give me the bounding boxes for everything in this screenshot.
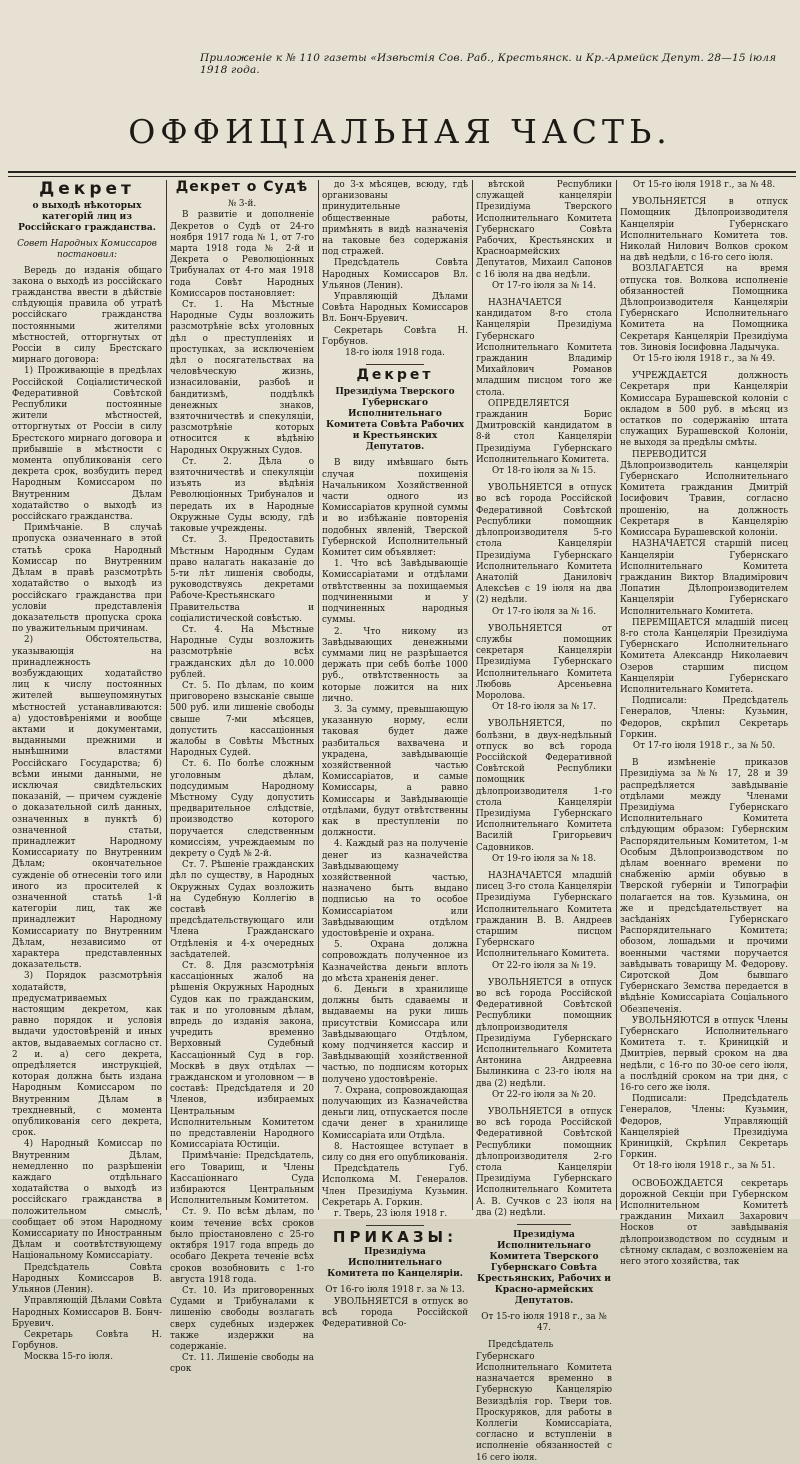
- order-text: УВОЛЬНЯЕТСЯ в отпуск во всѣ города Россійской Федеративной Совѣтской Республики помощник дѣлопроизводителя 5-го стола Канцеляріи Президіума Губернскаго Исполнительнаго Комитета Анатолій Даниловіч Алексѣев с 19 іюля на два (2) недѣли.: [476, 483, 612, 606]
- paragraph: Примѣчаніе. В случаѣ пропуска означеннаго в этой статьѣ срока Народный Комиссар по Внутренним Дѣлам в правѣ разсмотрѣть ходатайство о выходѣ из россійскаго гражданства при условіи представленія доказательств пропуска срока по уважительным причинам.: [12, 523, 162, 635]
- paragraph: 6. Деньги в хранилище должны быть сдаваемы и выдаваемы на руки лишь присутствіи Комиссара или Завѣдывающаго Отдѣлом, кому подчиняется кассир и Завѣдывающій хозяйственной частью, по подписям которых получено удостовѣреніе.: [322, 985, 468, 1085]
- order-text: НАЗНАЧАЕТСЯ старшій писец Канцеляріи Губернскаго Исполнительнаго Комитета гражданин Виктор Владимірович Лопатин Дѣлопроизводителем Канцеляріи Губернскаго Исполнительнаго Комитета.: [620, 539, 788, 617]
- header-rule-bottom: [8, 176, 796, 177]
- orders-subtitle: Президіума Исполнительнаго Комитета по Канцеляріи.: [327, 1247, 463, 1280]
- paragraph: 4. Каждый раз на полученіе денег из казначейства Завѣдывающему хозяйственной частью, назначено быть выдано подписью на то особое Комиссаріатом или Завѣдывающим отдѣлом удостовѣреніе и охрана.: [322, 839, 468, 939]
- separator: [517, 1224, 571, 1225]
- signature: Подписали: Предсѣдатель Генералов, Члены: Кузьмин, Федоров, Управляющій Канцеляріей Президіума Криницкій, Скрѣпил Секретарь Горкин.: [620, 1094, 788, 1161]
- order-text: УВОЛЬНЯЮТСЯ в отпуск Члены Губернскаго Исполнительнаго Комитета т. т. Криницкій и Дмитріев, первый сроком на два недѣли, с 16-го по 30-ое сего іюля, а послѣдній сроком на три дня, с 16-го сего же іюля.: [620, 1015, 788, 1094]
- order-text: УВОЛЬНЯЕТСЯ, по болѣзни, в двух-недѣльный отпуск во всѣ города Россійской Федеративной Совѣтской Республики помощник дѣлопроизводителя 1-го стола Канцеляріи Президіума Губернскаго Исполнительнаго Комитета Василій Григорьевич Садовников.: [476, 719, 612, 853]
- signature: Управляющій Дѣлами Совѣта Народных Комиссаров Вл. Бонч-Бруевич.: [322, 292, 468, 325]
- column-3: [322, 180, 468, 1330]
- paragraph: 1. Что всѣ Завѣдывающіе Комиссаріатами и отдѣлами отвѣтственны за похищаемыя подчиненными и у подчиненных народныя суммы.: [322, 559, 468, 626]
- paragraph: Ст. 4. На Мѣстные Народные Суды возложить разсмотрѣніе всѣх гражданских дѣл до 10.000 рублей.: [170, 624, 314, 680]
- column-4: [476, 180, 612, 1463]
- header-rule-top: [8, 171, 796, 173]
- separator: [366, 364, 424, 365]
- order-text: ПЕРЕВОДИТСЯ Дѣлопроизводитель канцеляріи Губернскаго Исполнительнаго Комитета гражданин Дмитрій Іосифович Травин, согласно прошенію, на должность Секретаря в Канцелярію Комиссара Бурашевской колоніи.: [620, 449, 788, 539]
- order-text: вѣтской Республики служащей канцеляріи Президіума Тверского Исполнительнаго Комитета Губернскаго Совѣта Рабочих, Крестьянских и Красноармейских Депутатов, Михаил Сапонов с 16 іюля на два недѣли.: [476, 180, 612, 280]
- order-text: УЧРЕЖДАЕТСЯ должность Секретаря при Канцеляріи Комиссара Бурашевской колоніи с окладом в 500 руб. в мѣсяц из остатков по содержанію штата служащих Бурашевской Колоніи, не выходя за предѣлы смѣты.: [620, 371, 788, 449]
- paragraph: Ст. 5. По дѣлам, по коим приговорено взысканіе свыше 500 руб. или лишеніе свободы свыше 7-ми мѣсяцев, допустить кассаціонныя жалобы в Совѣты Мѣстных Народных Судей.: [170, 680, 314, 759]
- order-text: НАЗНАЧАЕТСЯ кандидатом 8-го стола Канцеляріи Президіума Губернскаго Исполнительнаго Комитета гражданин Владимір Михайлович Романов младшим писцом того же стола.: [476, 298, 612, 398]
- order-text: ОСВОБОЖДАЕТСЯ секретарь дорожной Секціи при Губернском Исполнительном Комитетѣ гражданин Михаил Захарович Носков от завѣдыванія дѣлопроизводством по ссудным и сѣтному складам, с возложеніем на него этого хозяйства, так: [620, 1178, 788, 1268]
- column-5: [620, 180, 788, 1268]
- paragraph: 2) Обстоятельства, указывающія на принадлежность возбуждающих ходатайство лиц к числу постоянных жителей вышеупомянутых мѣстностей устанавливаются: а) удостовѣреніями и вообще актами и документами, выданными прежними и нынѣшними властями Россійскаго Государства; б) всѣми иными данными, не исключая свидѣтельских показаній, — причем сужденіе о доказательной силѣ данных, означенных в пунктѣ б) означенной статьи, принадлежит Народному Комиссариату по Внутренним Дѣлам; окончательное сужденіе об отнесеніи того или иного из просителей к означенной статьѣ 1-й категоріи лиц, так же принадлежит Народному Комиссариату по Внутренним Дѣлам, независимо от характера представленных доказательств.: [12, 635, 162, 971]
- order-text: В измѣненіе приказов Президіума за №№ 17, 28 и 39 распредѣляется завѣдываніе отдѣлами между Членами Президіума Губернскаго Исполнительнаго Комитета слѣдующим образом: Губернским Распорядительным Комитетом, 1-м Особым Дѣлопроизводством по дѣлам военнаго времени по снабженію арміи обувью в Тверской губерніи и Типографіи полагается на тов. Кузьмина, он же и предсѣдательствует на засѣданіях Губернскаго Распорядительнаго Комитета; обозом, лошадьми и прочими военными частями поручается завѣдывать товарищу М. Федорову. Сиротской Дом бывшаго Губернскаго Земства передается в вѣдѣніе Комиссаріата Соціального Обезпеченія.: [620, 758, 788, 1015]
- paragraph: Ст. 3. Предоставить Мѣстным Народным Судам право налагать наказаніе до 5-ти лѣт лишенія свободы, руководствуясь декретами Рабоче-Крестьянскаго Правительства и соціалистической совѣстью.: [170, 535, 314, 624]
- paragraph: Ст. 2. Дѣла о взяточничествѣ и спекуляціи изъять из вѣдѣнія Революціонных Трибуналов и передать их в Народные Окружные Суды всюду, гдѣ таковые учреждены.: [170, 456, 314, 535]
- order-text: УВОЛЬНЯЕТСЯ в отпуск во всѣ города Россійской Федеративной Совѣтской Республики помощник дѣлопроизводителя Президіума Губернскаго Исполнительнаго Комитета Антонина Андреевна Былинкина с 23-го іюля на два (2) недѣли.: [476, 977, 612, 1089]
- paragraph: 8. Настоящее вступает в силу со дня его опубликованія.: [322, 1141, 468, 1164]
- paragraph: 3) Порядок разсмотрѣнія ходатайств, предусматриваемых настоящим декретом, как равно порядок и условія выдачи удостовѣреній и иных актов, выдаваемых согласно ст. 2 и. а) сего декрета, опредѣляется инструкціей, которая должна быть издана Народным Комиссаром по Внутренним Дѣлам в трехдневный, с момента опубликованія сего декрета, срок.: [12, 971, 162, 1139]
- page-title: ОФФИЦІАЛЬНАЯ ЧАСТЬ.: [128, 112, 672, 151]
- decree-heading-court: Декрет о Судѣ: [175, 179, 309, 195]
- decree-number: № 3-й.: [227, 199, 257, 210]
- date: 18-го іюля 1918 года.: [345, 348, 445, 359]
- paragraph: Ст. 10. Из приговоренных Судами и Трибуналами к лишенію свободы возлагать сверх судебных издержек также издержки на содержаніе.: [170, 1285, 314, 1352]
- signature: Предсѣдатель Совѣта Народных Комиссаров В. Ульянов (Ленин).: [12, 1262, 162, 1296]
- order-text: УВОЛЬНЯЕТСЯ от службы помощник секретаря Канцеляріи Президіума Губернскаго Исполнительнаго Комитета Любовь Арсеньевна Моролова.: [476, 623, 612, 701]
- paragraph: до 3-х мѣсяцев, всюду, гдѣ организованы принудительные общественные работы, примѣнять в видѣ назначенія на таковые без содержанія под стражей.: [322, 180, 468, 258]
- paragraph: 5. Охрана должна сопровождать полученное из Казначейства деньги вплоть до мѣста храненія денег.: [322, 940, 468, 984]
- decree-heading-tver: Декрет: [356, 367, 434, 384]
- order-number: От 22-го іюля за № 19.: [491, 960, 597, 971]
- paragraph: 1) Проживающіе в предѣлах Россійской Соціалистической Федеративной Совѣтской Республики постоянные жители мѣстностей, отторгнутых от Россіи в силу Брестского мирнаго договора и прибывшіе в мѣстности с момента опубликованія сего декрета срок, возбудить перед Народным Комиссаром по Внутренним Дѣлам ходатайство о выходѣ из россійскаго гражданства.: [12, 366, 162, 523]
- order-number: От 22-го іюля за № 20.: [491, 1089, 597, 1100]
- separator: [366, 1225, 424, 1226]
- order-number: От 16-го іюля 1918 г. за № 13.: [325, 1285, 465, 1296]
- paragraph: Ст. 8. Для разсмотрѣнія кассаціонных жалоб на рѣшенія Окружных Народных Судов как по гражданским, так и по уголовным дѣлам, впредь до изданія закона, учредить временно Верховный Судебный Кассаціонный Суд в гор. Москвѣ в двух отдѣлах — гражданском и уголовном — в составѣ: Предсѣдателя и 20 Членов, избираемых Центральным Исполнительным Комитетом по представленіи Народного Комиссаріата Юстиціи.: [170, 961, 314, 1151]
- order-text: НАЗНАЧАЕТСЯ младшій писец 3-го стола Канцеляріи Президіума Губернскаго Исполнительнаго Комитета гражданин В. В. Андреев старшим писцом Губернскаго Исполнительнаго Комитета.: [476, 870, 612, 960]
- column-divider: [166, 180, 167, 1210]
- paragraph: 3. За сумму, превышающую указанную норму, если таковая будет даже разбиталься вахвачена и украдена, завѣдывающіе хозяйственной частью Комиссаріатов, и самые Комиссары, а равно Комиссары и Завѣдывающіе отдѣлами, будут отвѣтственны как в преступленіи по должности.: [322, 704, 468, 839]
- signature: Управляющій Дѣлами Совѣта Народных Комиссаров В. Бонч-Бруевич.: [12, 1296, 162, 1329]
- decree-issuer: Совет Народных Комиссаров постановил:: [17, 239, 157, 261]
- supplement-line: Приложеніе к № 110 газеты «Извѣстія Сов. Раб., Крестьянск. и Кр.-Армейск Депут. 28—15 іюля 1918 года.: [200, 52, 777, 76]
- paragraph: Ст. 6. По болѣе сложным уголовным дѣлам, подсудимым Народному Мѣстному Суду допустить предварительное слѣдствіе, производство которого поручается следственным комиссіям, учреждаемым по декрету о Судѣ № 2-й.: [170, 759, 314, 859]
- order-text: УВОЛЬНЯЕТСЯ в отпуск во всѣ города Россійской Федеративной Совѣтской Республики помощник дѣлопроизводителя 2-го стола Канцеляріи Президіума Губернскаго Исполнительнаго Комитета А. В. Сучков с 23 іюля на два (2) недѣли.: [476, 1107, 612, 1218]
- order-text: ОПРЕДЕЛЯЕТСЯ гражданин Борис Дмитровскій кандидатом в 8-й стол Канцеляріи Президіума Губернскаго Исполнительнаго Комитета.: [476, 398, 612, 465]
- column-divider: [318, 180, 319, 1210]
- paragraph: Вередь до изданія общаго закона о выходѣ из россійскаго гражданства ввести в дѣйствіе слѣдующія правила об утратѣ россійскаго гражданства постоянными жителями мѣстностей, отторгнутых от Россіи в силу Брестскаго мирнаго договора:: [12, 265, 162, 366]
- paragraph: В виду имѣвшаго быть случая похищенія Начальником Хозяйственной части одного из Комиссаріатов крупной суммы и во избѣжаніе повторенія подобных явленій, Тверской Губернской Исполнительный Комитет сим объявляет:: [322, 458, 468, 559]
- decree-subtitle: о выходѣ нѣкоторых категорій лиц из Россійскаго гражданства.: [18, 201, 156, 234]
- paragraph: 7. Охрана, сопровождающая получающих из Казначейства деньги лиц, отпускается после сдачи денег в хранилище Комиссаріата или Отдѣла.: [322, 1085, 468, 1141]
- order-text: ПЕРЕМЩАЕТСЯ младшій писец 8-го стола Канцеляріи Президіума Губернскаго Исполнительнаго Комитета Александр Николаевич Озеров старшим писцом Канцеляріи Губернскаго Исполнительнаго Комитета.: [620, 617, 788, 695]
- signature: Секретарь Совѣта Н. Горбунов.: [12, 1329, 162, 1352]
- order-number: От 19-го іюля за № 18.: [491, 853, 597, 864]
- orders-subtitle: Президіума Исполнительнаго Комитета Тверского Губернскаго Совѣта Крестьянских, Рабочих и Красно-армейских Депутатов.: [477, 1230, 611, 1307]
- order-number: От 18-го іюля 1918 г., за № 51.: [632, 1161, 776, 1172]
- signature: Предсѣдатель Совѣта Народных Комиссаров Вл. Ульянов (Ленин).: [322, 258, 468, 291]
- paragraph: Ст. 1. На Мѣстные Народные Суды возложить разсмотрѣніе всѣх уголовных дѣл о преступленіях и проступках, за исключеніем дѣл о посягательствах на человѣческую жизнь, изнасилованіи, разбоѣ и бандитизмѣ, поддѣлкѣ денежных знаков, взяточничествѣ и спекуляціи, разсмотрѣніе которых относится к вѣдѣнію Народных Окружных Судов.: [170, 300, 314, 456]
- order-number: От 17-го іюля за № 14.: [491, 280, 597, 291]
- place-date: Москва 15-го іюля.: [24, 1352, 113, 1363]
- order-number: От 15-го іюля 1918 г., за № 48.: [632, 180, 776, 190]
- paragraph: 2. Что никому из Завѣдывающих денежными суммами лиц не разрѣшается держать при себѣ болѣе 1000 руб., отвѣтственность за которые ложится на них лично.: [322, 626, 468, 704]
- paragraph: Ст. 11. Лишеніе свободы на срок: [170, 1353, 314, 1375]
- order-text: Предсѣдатель Губернскаго Исполнительнаго Комитета назначается временно в Губернскую Канцелярію Везиздѣлія гор. Твери тов. Проскуряков, для работы в Коллегіи Комиссаріата, согласно и вступленіи в исполненіе обязанностей с 16 сего іюля.: [476, 1340, 612, 1463]
- column-1: [12, 179, 162, 1363]
- order-number: От 15-го іюля 1918 г., за № 49.: [632, 354, 776, 365]
- order-number: От 17-го іюля за № 16.: [491, 606, 597, 617]
- paragraph: Ст. 7. Рѣшеніе гражданских дѣл по существу, в Народных Окружных Судах возложить на Судебную Коллегію в составѣ предсѣдательствующаго или Члена Гражданскаго Отдѣленія и 4-х очередных засѣдателей.: [170, 860, 314, 960]
- paragraph: Примѣчаніе: Предсѣдатель, его Товарищ, и Члены Кассаціоннаго Суда избираются Центральным Исполнительным Комитетом.: [170, 1151, 314, 1207]
- paragraph: 4) Народный Комиссар по Внутренним Дѣлам, немедленно по разрѣшеніи каждаго отдѣльнаго ходатайства о выходѣ из россійскаго гражданства в положительном смыслѣ, сообщает об этом Народному Комиссариату по Иностранным Дѣлам и соотвѣтствующему Національному Комиссаріату.: [12, 1139, 162, 1262]
- orders-heading: ПРИКАЗЫ:: [332, 1228, 458, 1247]
- paragraph: УВОЛЬНЯЕТСЯ в отпуск во всѣ города Россійской Федеративной Со-: [322, 1296, 468, 1330]
- column-divider: [616, 180, 617, 1210]
- place-date: г. Тверь, 23 іюля 1918 г.: [334, 1209, 448, 1220]
- order-text: УВОЛЬНЯЕТСЯ в отпуск Помощник Дѣлопроизводителя Канцеляріи Губернскаго Исполнительнаго Комитета тов. Николай Нилович Волков сроком на двѣ недѣли, с 16-го сего іюля.: [620, 197, 788, 264]
- signature: Подписали: Предсѣдатель Генералов, Члены: Кузьмин, Федоров, скрѣпил Секретарь Горкин.: [620, 696, 788, 740]
- order-number: От 18-го іюля за № 17.: [491, 702, 597, 713]
- paragraph: Ст. 9. По всѣм дѣлам, по коим течение всѣх сроков было пріостановлено с 25-го октября 1917 года впредь до особаго Декрета теченіе всѣх сроков возобновить с 1-го августа 1918 года.: [170, 1207, 314, 1285]
- order-number: От 18-го іюля за № 15.: [491, 466, 597, 477]
- paragraph: В развитіе и дополненіе Декретов о Судѣ от 24-го ноября 1917 года № 1, от 7-го марта 1918 года № 2-й и Декрета о Революціонных Трибуналах от 4-го мая 1918 года Совѣт Народных Комиссаров постановляет:: [170, 210, 314, 299]
- column-2: [170, 179, 314, 1375]
- signature: Секретарь Совѣта Н. Горбунов.: [322, 325, 468, 347]
- decree-subtitle: Президіума Тверского Губернскаго Исполнительнаго Комитета Совѣта Рабочих и Крестьянских Депутатов.: [325, 387, 465, 453]
- order-number: От 17-го іюля 1918 г., за № 50.: [632, 740, 776, 751]
- order-text: ВОЗЛАГАЕТСЯ на время отпуска тов. Волкова исполненіе обязанностей Помощника Дѣлопроизводителя Канцеляріи Губернскаго Исполнительнаго Комитета на Помощника Секретаря Канцеляріи Президіума тов. Зиновія Іосифовна Ладычука.: [620, 264, 788, 353]
- decree-heading-citizenship: Декрет: [39, 179, 135, 199]
- column-divider: [472, 180, 473, 1210]
- signature: Предсѣдатель Губ. Исполкома М. Генералов. Член Президіума Кузьмин. Секретарь А. Горкин.: [322, 1164, 468, 1208]
- order-number: От 15-го іюля 1918 г., за № 47.: [481, 1312, 607, 1334]
